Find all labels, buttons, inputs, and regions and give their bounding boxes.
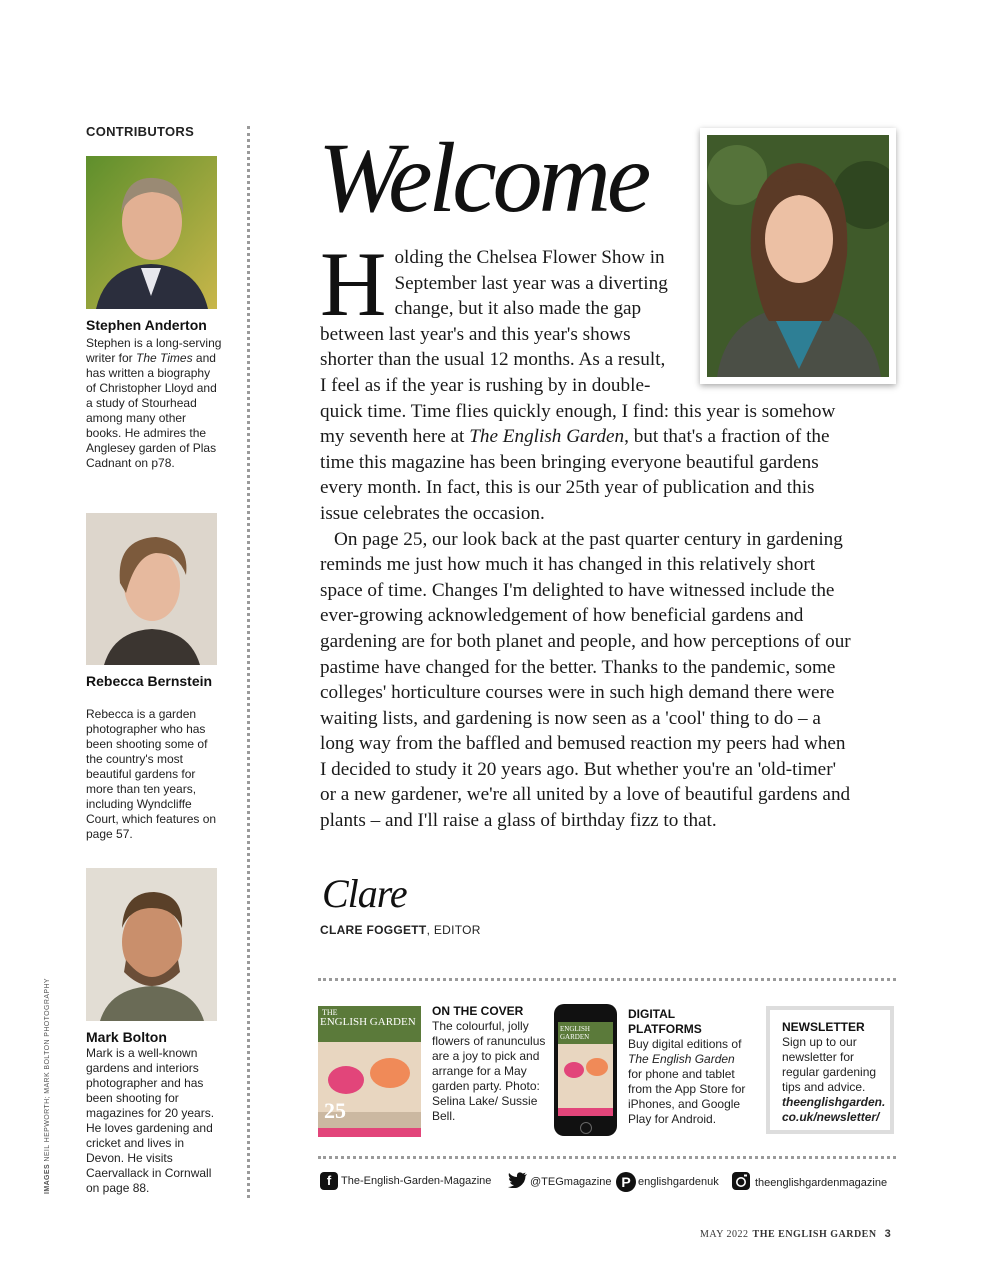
editorial-paragraph: Holding the Chelsea Flower Show in September last year was a diverting change, but it also made the gap between last year's and this year's shows shorter than the usual 12 months. As a result, I feel as if the year is rushing by in double-quick time. Time flies quickly enough, I find: this year is somehow my seventh here at The English Garden, but that's a fraction of the time this magazine has been bringing everyone beautiful gardens every month. In fact, this is our 25th year of publication and this issue celebrates the occasion.: [320, 233, 836, 524]
on-the-cover-text: The colourful, jolly flowers of ranunculus are a joy to pick and arrange for a May garden party. Photo: Selina Lake/ Sussie Bell.: [432, 1019, 546, 1123]
contributors-heading: CONTRIBUTORS: [86, 124, 195, 139]
social-pinterest[interactable]: P englishgardenuk: [616, 1172, 719, 1192]
social-facebook[interactable]: f The-English-Garden-Magazine: [320, 1172, 491, 1190]
page-footer: MAY 2022 THE ENGLISH GARDEN 3: [700, 1228, 892, 1240]
contributor-bio: Rebecca is a garden photographer who has been shooting some of the country's most beautiful gardens for more than ten years, including Wyndcliffe Court, which features on page 57.: [86, 707, 217, 841]
contributor-photo-mark: [86, 868, 217, 1021]
social-instagram[interactable]: theenglishgardenmagazine: [732, 1172, 887, 1193]
section-divider: [318, 978, 896, 981]
editorial-paragraph: On page 25, our look back at the past quarter century in gardening reminds me just how much it has changed in this relatively short space of time. Changes I'm delighted to have witnessed include the ever-growing acknowledgement of how beneficial gardens and gardening are for both planet and people, and how perceptions of our pastime have changed for the better. Thanks to the pandemic, some colleges' horticulture courses were in such high demand there were waiting lists, and gardening is now seen as a 'cool' thing to do – a long way from the baffled and bemused reaction my peers had when I decided to study it 20 years ago. But whether you're an 'old-timer' or a new gardener, we're all united by a love of beautiful gardens and plants – and I'll raise a glass of birthday fizz to that.: [320, 528, 851, 832]
on-the-cover-heading: ON THE COVER: [432, 1004, 524, 1018]
editor-signature: Clare: [322, 871, 407, 916]
image-credit: IMAGES NEIL HEPWORTH; MARK BOLTON PHOTOGRAPHY: [44, 978, 51, 1194]
phone-mockup: ENGLISH GARDEN: [554, 1004, 617, 1136]
editor-signoff: CLARE FOGGETT, EDITOR: [320, 923, 481, 937]
social-twitter[interactable]: @TEGmagazine: [508, 1172, 611, 1191]
contributor-photo-stephen: [86, 156, 217, 309]
cover-thumbnail: THE ENGLISH GARDEN 25: [318, 1006, 421, 1137]
newsletter-link[interactable]: theenglishgarden.co.uk/newsletter/: [782, 1095, 886, 1124]
digital-platforms-heading: DIGITAL PLATFORMS: [628, 1007, 702, 1036]
contributor-bio: Mark is a well-known gardens and interiors photographer and has been shooting for magazines for 20 years. He loves gardening and cricket and lives in Devon. He visits Caervallack in Cornwall on page 88.: [86, 1046, 215, 1195]
contributor-photo-rebecca: [86, 513, 217, 665]
facebook-icon: f: [320, 1172, 338, 1190]
page-title: Welcome: [318, 122, 648, 233]
digital-platforms-text: Buy digital editions of The English Garden for phone and tablet from the App Store for iPhones, and Google Play for Android.: [628, 1037, 746, 1126]
phone-home-button: [580, 1122, 592, 1134]
contributor-bio: Stephen is a long-serving writer for The Times and has written a biography of Christopher Lloyd and a study of Stourhead among many other books. He admires the Anglesey garden of Plas Cadnant on p78.: [86, 336, 222, 470]
contributor-name: Rebecca Bernstein: [86, 673, 213, 689]
newsletter-heading: NEWSLETTER: [782, 1020, 865, 1034]
newsletter-box: [766, 1006, 894, 1134]
column-divider: [247, 126, 250, 1198]
drop-cap: H: [320, 233, 387, 335]
newsletter-text: Sign up to our newsletter for regular gardening tips and advice.: [782, 1035, 877, 1094]
pinterest-icon: P: [616, 1172, 636, 1192]
contributor-name: Mark Bolton: [86, 1029, 167, 1045]
twitter-icon: [508, 1172, 528, 1191]
editorial-body: [320, 233, 852, 834]
section-divider: [318, 1156, 896, 1159]
contributor-name: Stephen Anderton: [86, 317, 207, 333]
instagram-icon: [732, 1172, 750, 1193]
